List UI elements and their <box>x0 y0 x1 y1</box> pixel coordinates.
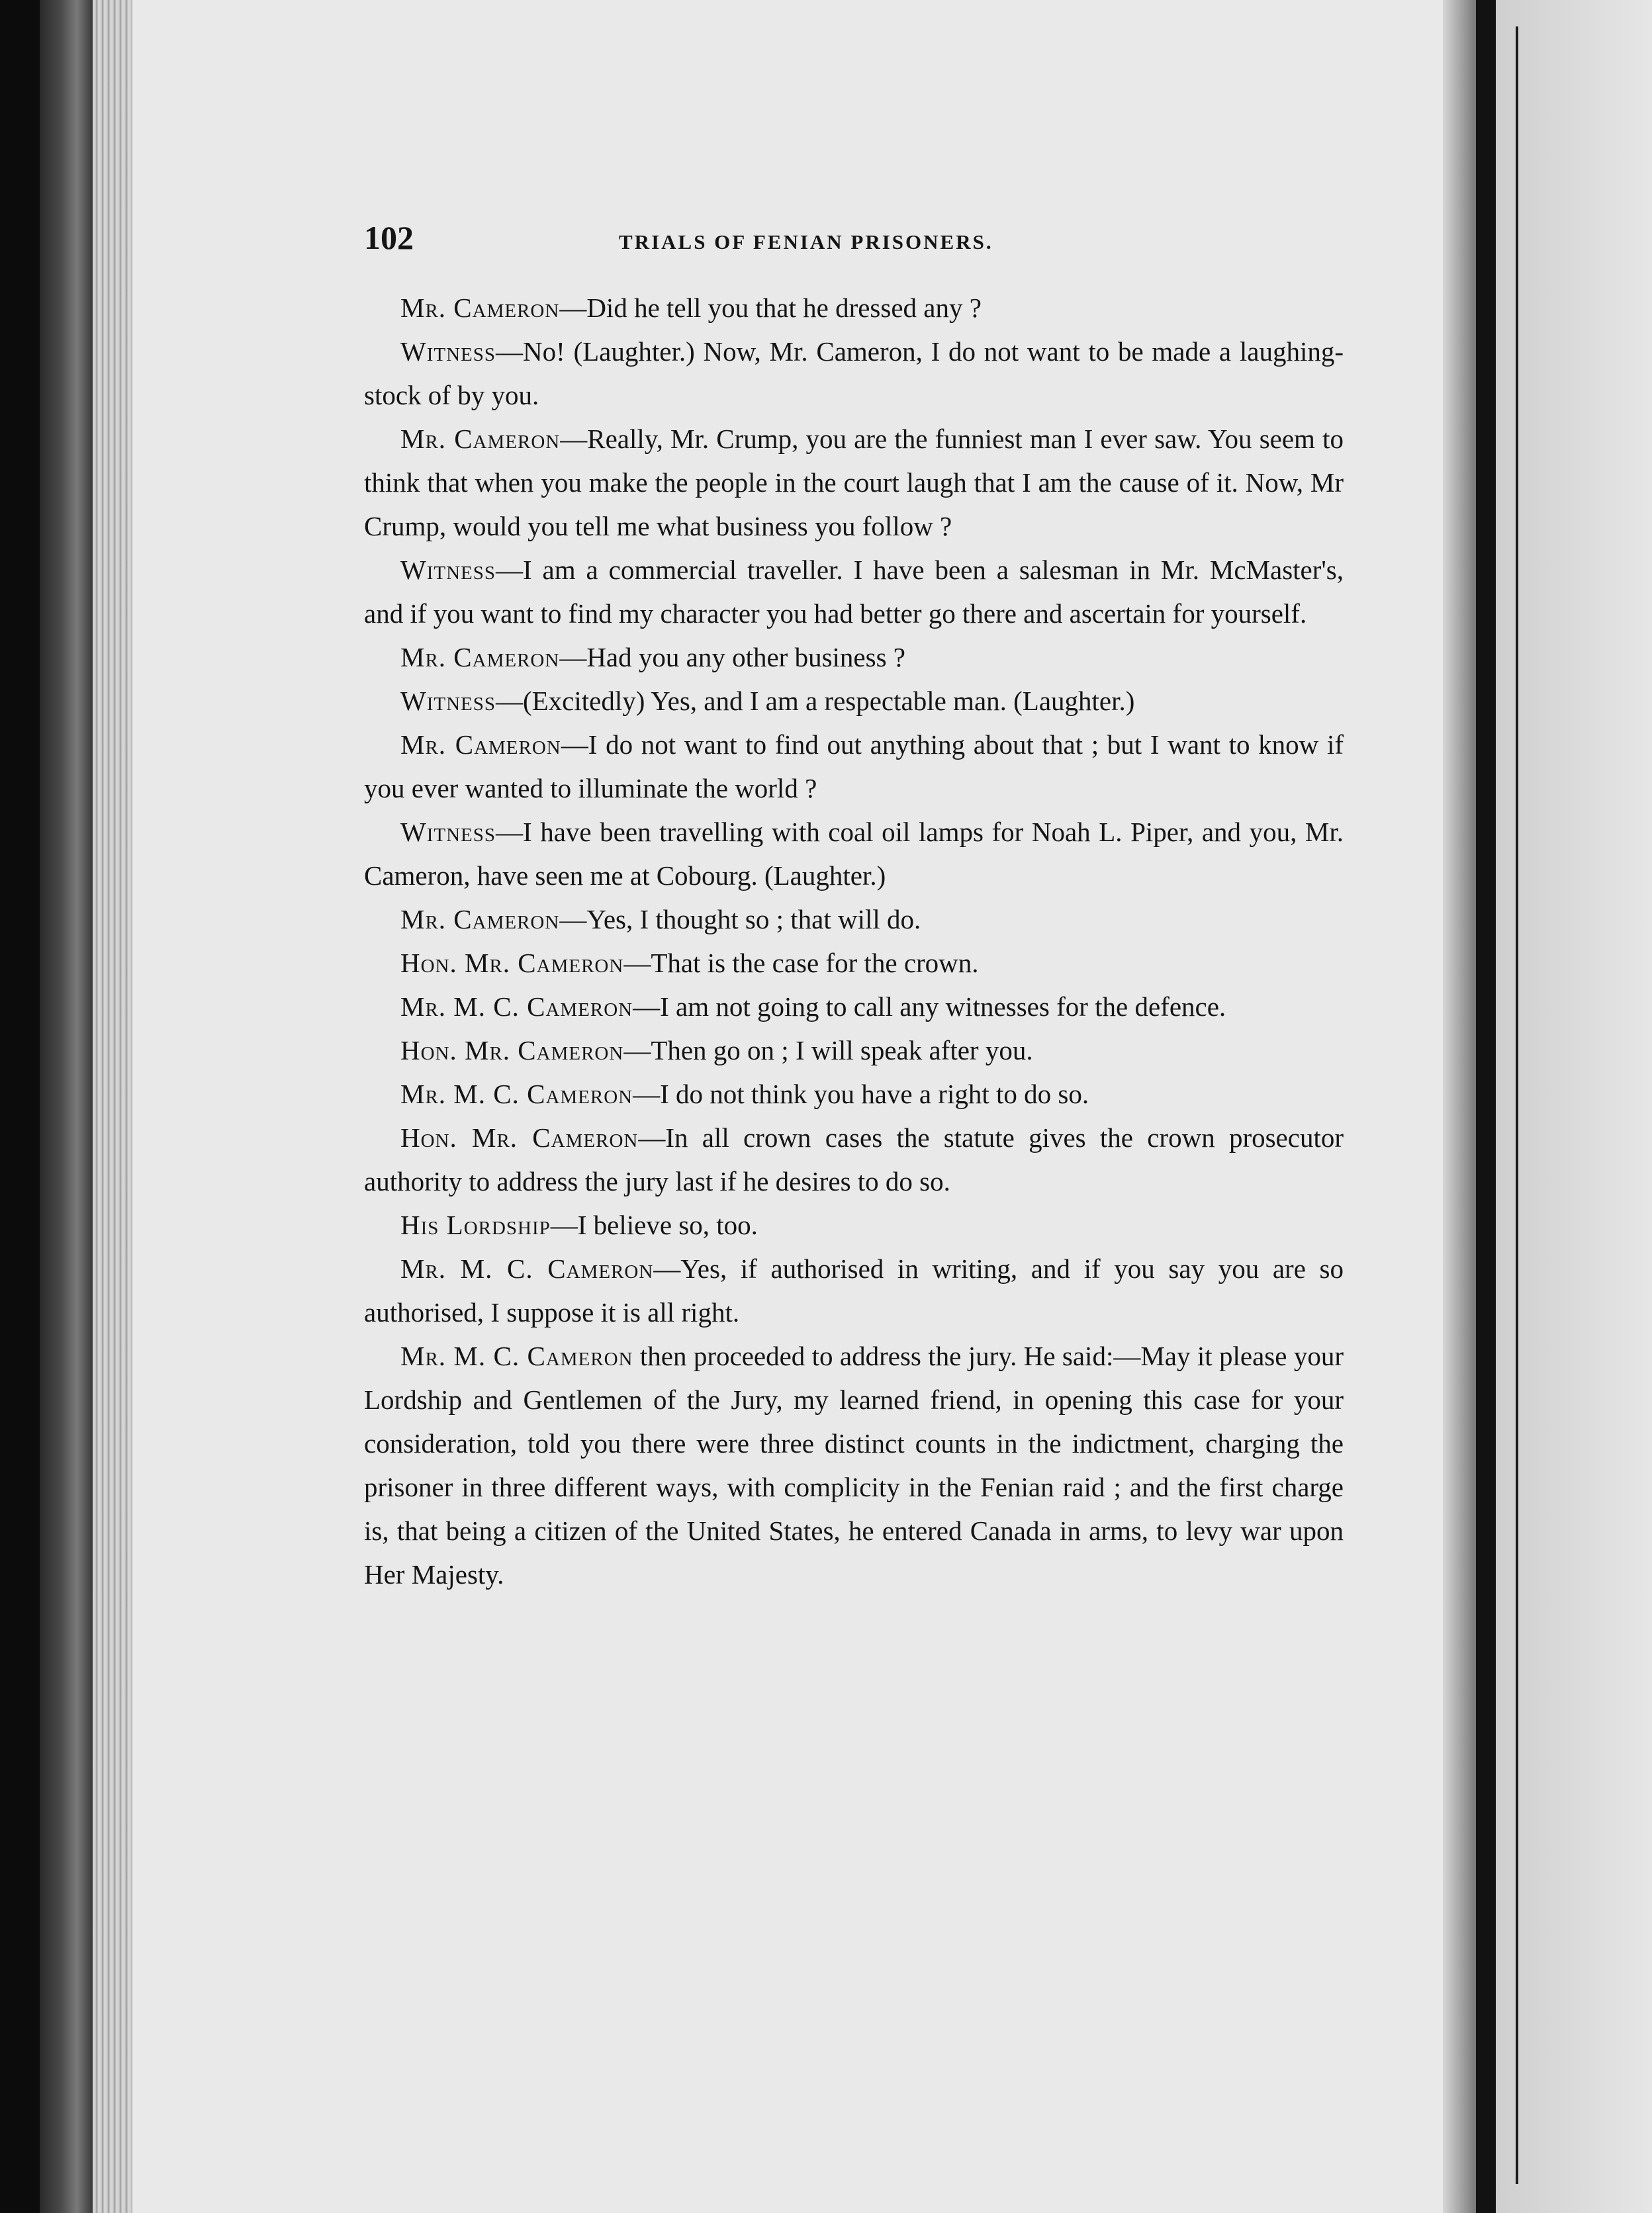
speaker-name: Mr. M. C. Cameron <box>400 1079 633 1109</box>
speaker-name: Mr. M. C. Cameron <box>400 1253 654 1284</box>
paragraph <box>364 548 1344 635</box>
page-number: 102 <box>364 219 414 256</box>
facing-page-edge <box>1516 26 1518 2184</box>
paragraph-text: —I am a commercial traveller. I have been a salesman in Mr. McMaster's, and if you want to find my character you had better go there and ascertain for yourself. <box>364 555 1344 629</box>
page-edges <box>93 0 132 2213</box>
speaker-name: Witness <box>400 686 496 716</box>
paragraph-text: —Did he tell you that he dressed any ? <box>559 293 982 323</box>
paragraph-text: —(Excitedly) Yes, and I am a respectable man. (Laughter.) <box>495 686 1135 716</box>
paragraph <box>364 1247 1344 1334</box>
speaker-name: Hon. Mr. Cameron <box>400 1122 639 1153</box>
speaker-name: Hon. Mr. Cameron <box>400 948 624 978</box>
paragraph-text: —Really, Mr. Crump, you are the funniest man I ever saw. You seem to think that when you make the people in the court laugh that I am the cause of it. Now, Mr Crump, would you tell me what business you follow ? <box>364 424 1344 541</box>
paragraph <box>364 286 1344 330</box>
paragraph <box>364 1072 1344 1116</box>
paragraph <box>364 417 1344 548</box>
paragraph-text: —I have been travelling with coal oil lamps for Noah L. Piper, and you, Mr. Cameron, have seen me at Cobourg. (Laughter.) <box>364 817 1344 891</box>
speaker-name: Mr. Cameron <box>400 642 560 672</box>
page-shadow <box>1443 0 1476 2213</box>
paragraph-text: then proceeded to address the jury. He said:—May it please your Lordship and Gentlemen of the Jury, my learned friend, in opening this case for your consideration, told you there were three distinct counts in the indictment, charging the prisoner in three different ways, with complicity in the Fenian raid ; and the first charge is, that being a citizen of the United States, he entered Canada in arms, to levy war upon Her Majesty. <box>364 1341 1344 1590</box>
paragraph <box>364 810 1344 897</box>
paragraph-text: —In all crown cases the statute gives the crown prosecutor authority to address the jury last if he desires to do so. <box>364 1122 1344 1197</box>
paragraph-text: —I am not going to call any witnesses for the defence. <box>633 991 1226 1022</box>
paragraph-text: —Yes, if authorised in writing, and if you say you are so authorised, I suppose it is all right. <box>364 1253 1344 1328</box>
running-title: TRIALS OF FENIAN PRISONERS. <box>619 230 993 253</box>
speaker-name: Mr. Cameron <box>400 904 560 934</box>
paragraph-text: —No! (Laughter.) Now, Mr. Cameron, I do not want to be made a laughing-stock of by you. <box>364 336 1344 410</box>
paragraph <box>364 723 1344 810</box>
speaker-name: Mr. M. C. Cameron <box>400 991 633 1022</box>
paragraph <box>364 1203 1344 1247</box>
paragraph-text: —Then go on ; I will speak after you. <box>623 1035 1033 1065</box>
speaker-name: His Lordship <box>400 1210 551 1240</box>
speaker-name: Witness <box>400 555 496 585</box>
paragraph-text: —I believe so, too. <box>550 1210 758 1240</box>
speaker-name: Mr. Cameron <box>400 424 561 454</box>
paragraph <box>364 330 1344 417</box>
paragraph <box>364 941 1344 985</box>
facing-page <box>1496 0 1652 2213</box>
speaker-name: Mr. M. C. Cameron <box>400 1341 633 1371</box>
speaker-name: Mr. Cameron <box>400 729 561 760</box>
page-text-block <box>364 218 1344 1596</box>
paragraph-text: —Had you any other business ? <box>559 642 905 672</box>
book-spine <box>40 0 93 2213</box>
paragraph <box>364 1334 1344 1596</box>
paragraph-text: —That is the case for the crown. <box>623 948 979 978</box>
paragraph <box>364 1116 1344 1203</box>
speaker-name: Witness <box>400 817 496 847</box>
paragraph <box>364 1028 1344 1072</box>
paragraph-text: —I do not want to find out anything about that ; but I want to know if you ever wanted to illuminate the world ? <box>364 729 1344 803</box>
paragraph <box>364 635 1344 679</box>
paragraph-text: —I do not think you have a right to do so. <box>633 1079 1089 1109</box>
paragraph-text: —Yes, I thought so ; that will do. <box>559 904 921 934</box>
speaker-name: Mr. Cameron <box>400 293 560 323</box>
speaker-name: Witness <box>400 336 496 367</box>
book-gutter <box>1476 0 1496 2213</box>
speaker-name: Hon. Mr. Cameron <box>400 1035 624 1065</box>
running-head <box>364 218 1344 266</box>
paragraph <box>364 679 1344 723</box>
paragraph <box>364 897 1344 941</box>
paragraph <box>364 985 1344 1028</box>
